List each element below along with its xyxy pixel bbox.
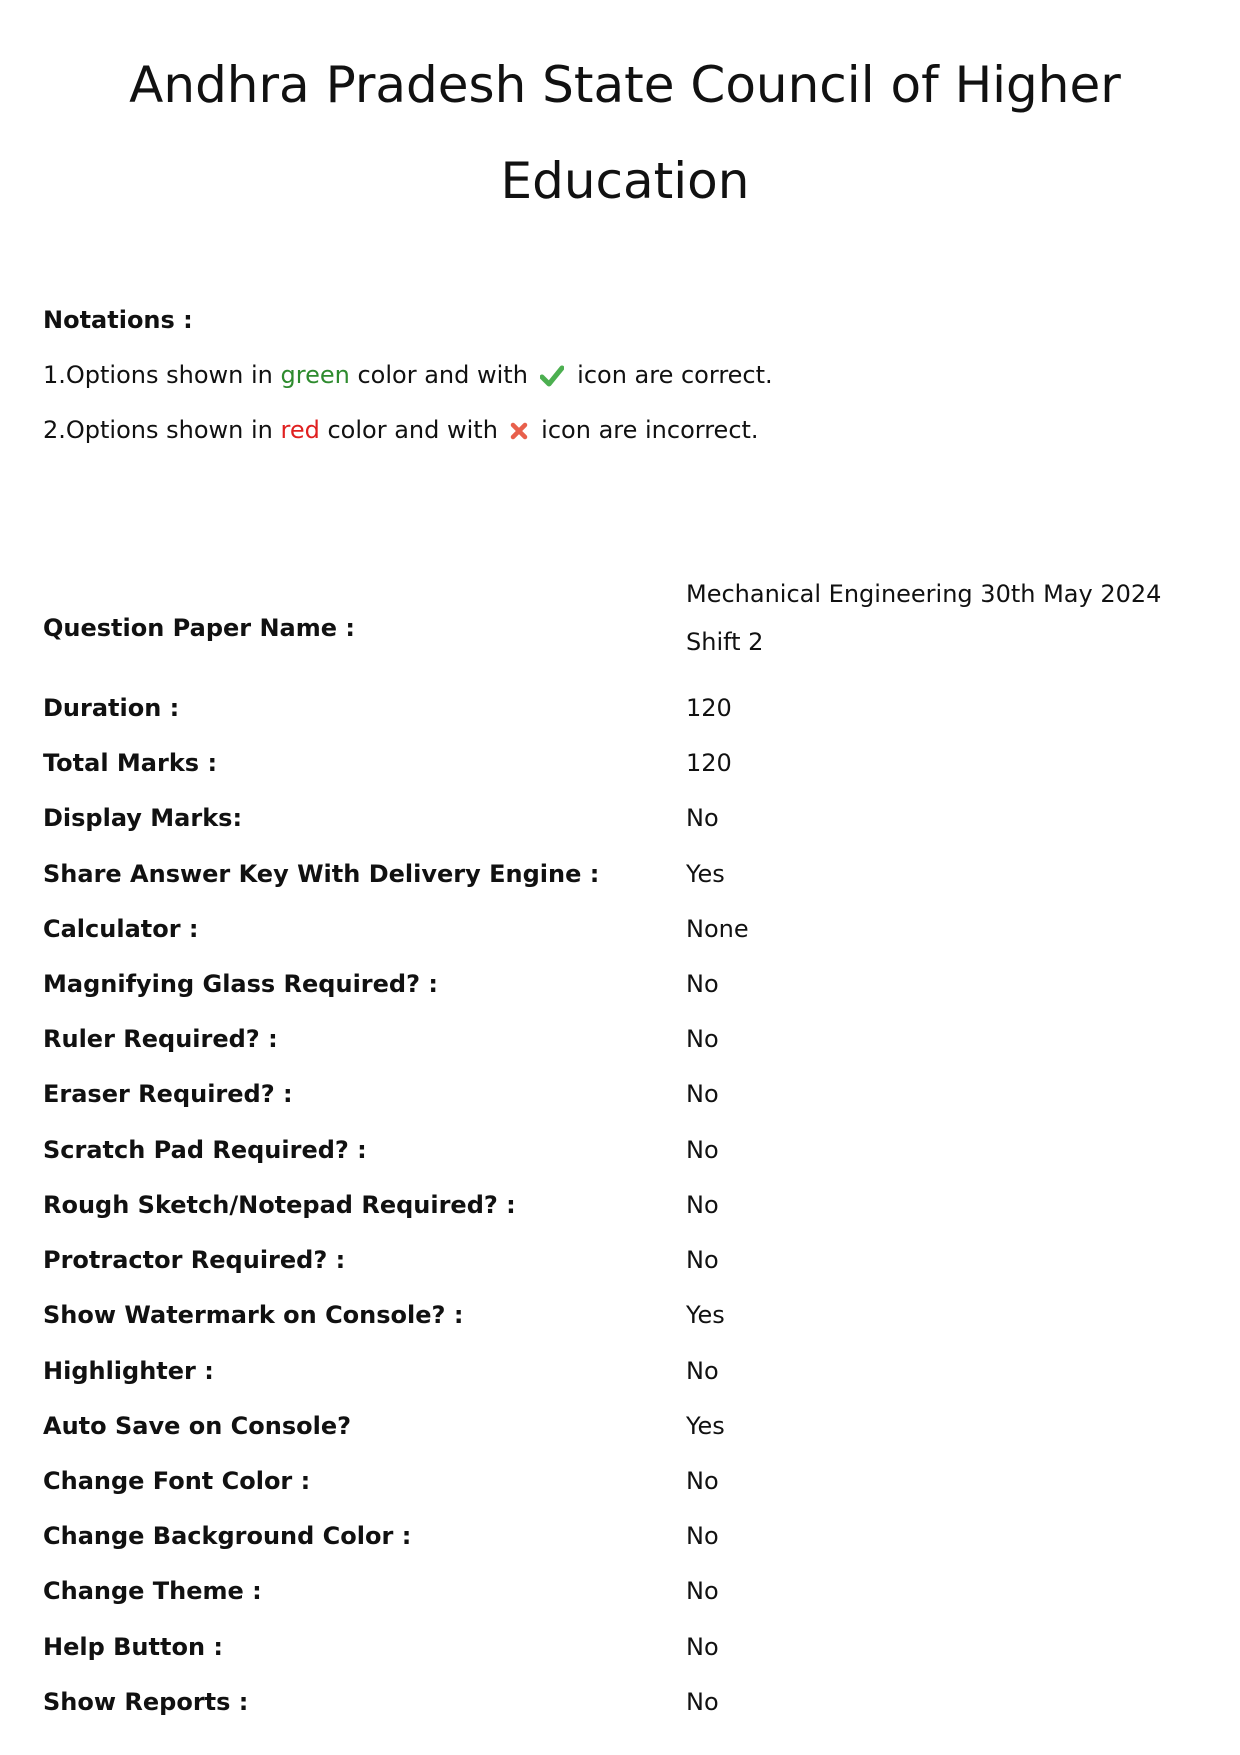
detail-value: No — [686, 1025, 719, 1053]
detail-value: No — [686, 1357, 719, 1385]
notation-correct-suffix: icon are correct. — [569, 361, 773, 389]
detail-label: Duration : — [43, 694, 180, 722]
detail-label: Highlighter : — [43, 1357, 214, 1385]
detail-value: Yes — [686, 1301, 725, 1329]
detail-label: Show Watermark on Console? : — [43, 1301, 464, 1329]
detail-label: Magnifying Glass Required? : — [43, 970, 438, 998]
detail-label: Rough Sketch/Notepad Required? : — [43, 1191, 516, 1219]
notation-incorrect-middle: color and with — [319, 416, 506, 444]
page-title-line1: Andhra Pradesh State Council of Higher — [129, 56, 1121, 114]
detail-value: No — [686, 1136, 719, 1164]
notation-incorrect-suffix: icon are incorrect. — [533, 416, 759, 444]
page-title-line2: Education — [500, 152, 750, 210]
detail-label: Share Answer Key With Delivery Engine : — [43, 860, 600, 888]
detail-value: Mechanical Engineering 30th May 2024 Shift 2 — [686, 580, 1162, 656]
notation-correct-prefix: 1.Options shown in — [43, 361, 281, 389]
detail-value: No — [686, 1522, 719, 1550]
notation-incorrect-color-word: red — [280, 416, 320, 444]
detail-value: No — [686, 804, 719, 832]
detail-value: No — [686, 1688, 719, 1716]
check-icon — [540, 365, 564, 387]
detail-label: Display Marks: — [43, 804, 243, 832]
detail-value: None — [686, 915, 749, 943]
notation-correct-color-word: green — [280, 361, 350, 389]
notations-heading: Notations : — [43, 306, 193, 334]
detail-label: Change Font Color : — [43, 1467, 311, 1495]
detail-label: Auto Save on Console? — [43, 1412, 352, 1440]
notation-incorrect-prefix: 2.Options shown in — [43, 416, 281, 444]
detail-value: Yes — [686, 1412, 725, 1440]
detail-label: Ruler Required? : — [43, 1025, 278, 1053]
detail-label: Total Marks : — [43, 749, 218, 777]
detail-label: Show Reports : — [43, 1688, 249, 1716]
detail-value: 120 — [686, 749, 732, 777]
detail-value: No — [686, 1633, 719, 1661]
notation-incorrect — [43, 416, 759, 444]
detail-label: Change Theme : — [43, 1577, 262, 1605]
detail-value: No — [686, 1191, 719, 1219]
detail-label: Calculator : — [43, 915, 199, 943]
detail-label: Change Background Color : — [43, 1522, 412, 1550]
detail-value: 120 — [686, 694, 732, 722]
cross-icon — [510, 422, 528, 440]
detail-label: Question Paper Name : — [43, 614, 355, 642]
detail-label: Help Button : — [43, 1633, 223, 1661]
detail-label: Protractor Required? : — [43, 1246, 346, 1274]
detail-value: No — [686, 970, 719, 998]
detail-value: No — [686, 1080, 719, 1108]
detail-value: No — [686, 1467, 719, 1495]
detail-label: Eraser Required? : — [43, 1080, 293, 1108]
detail-value: No — [686, 1577, 719, 1605]
notation-correct-middle: color and with — [349, 361, 536, 389]
notation-correct — [43, 361, 773, 389]
detail-value: No — [686, 1246, 719, 1274]
detail-label: Scratch Pad Required? : — [43, 1136, 367, 1164]
detail-value: Yes — [686, 860, 725, 888]
